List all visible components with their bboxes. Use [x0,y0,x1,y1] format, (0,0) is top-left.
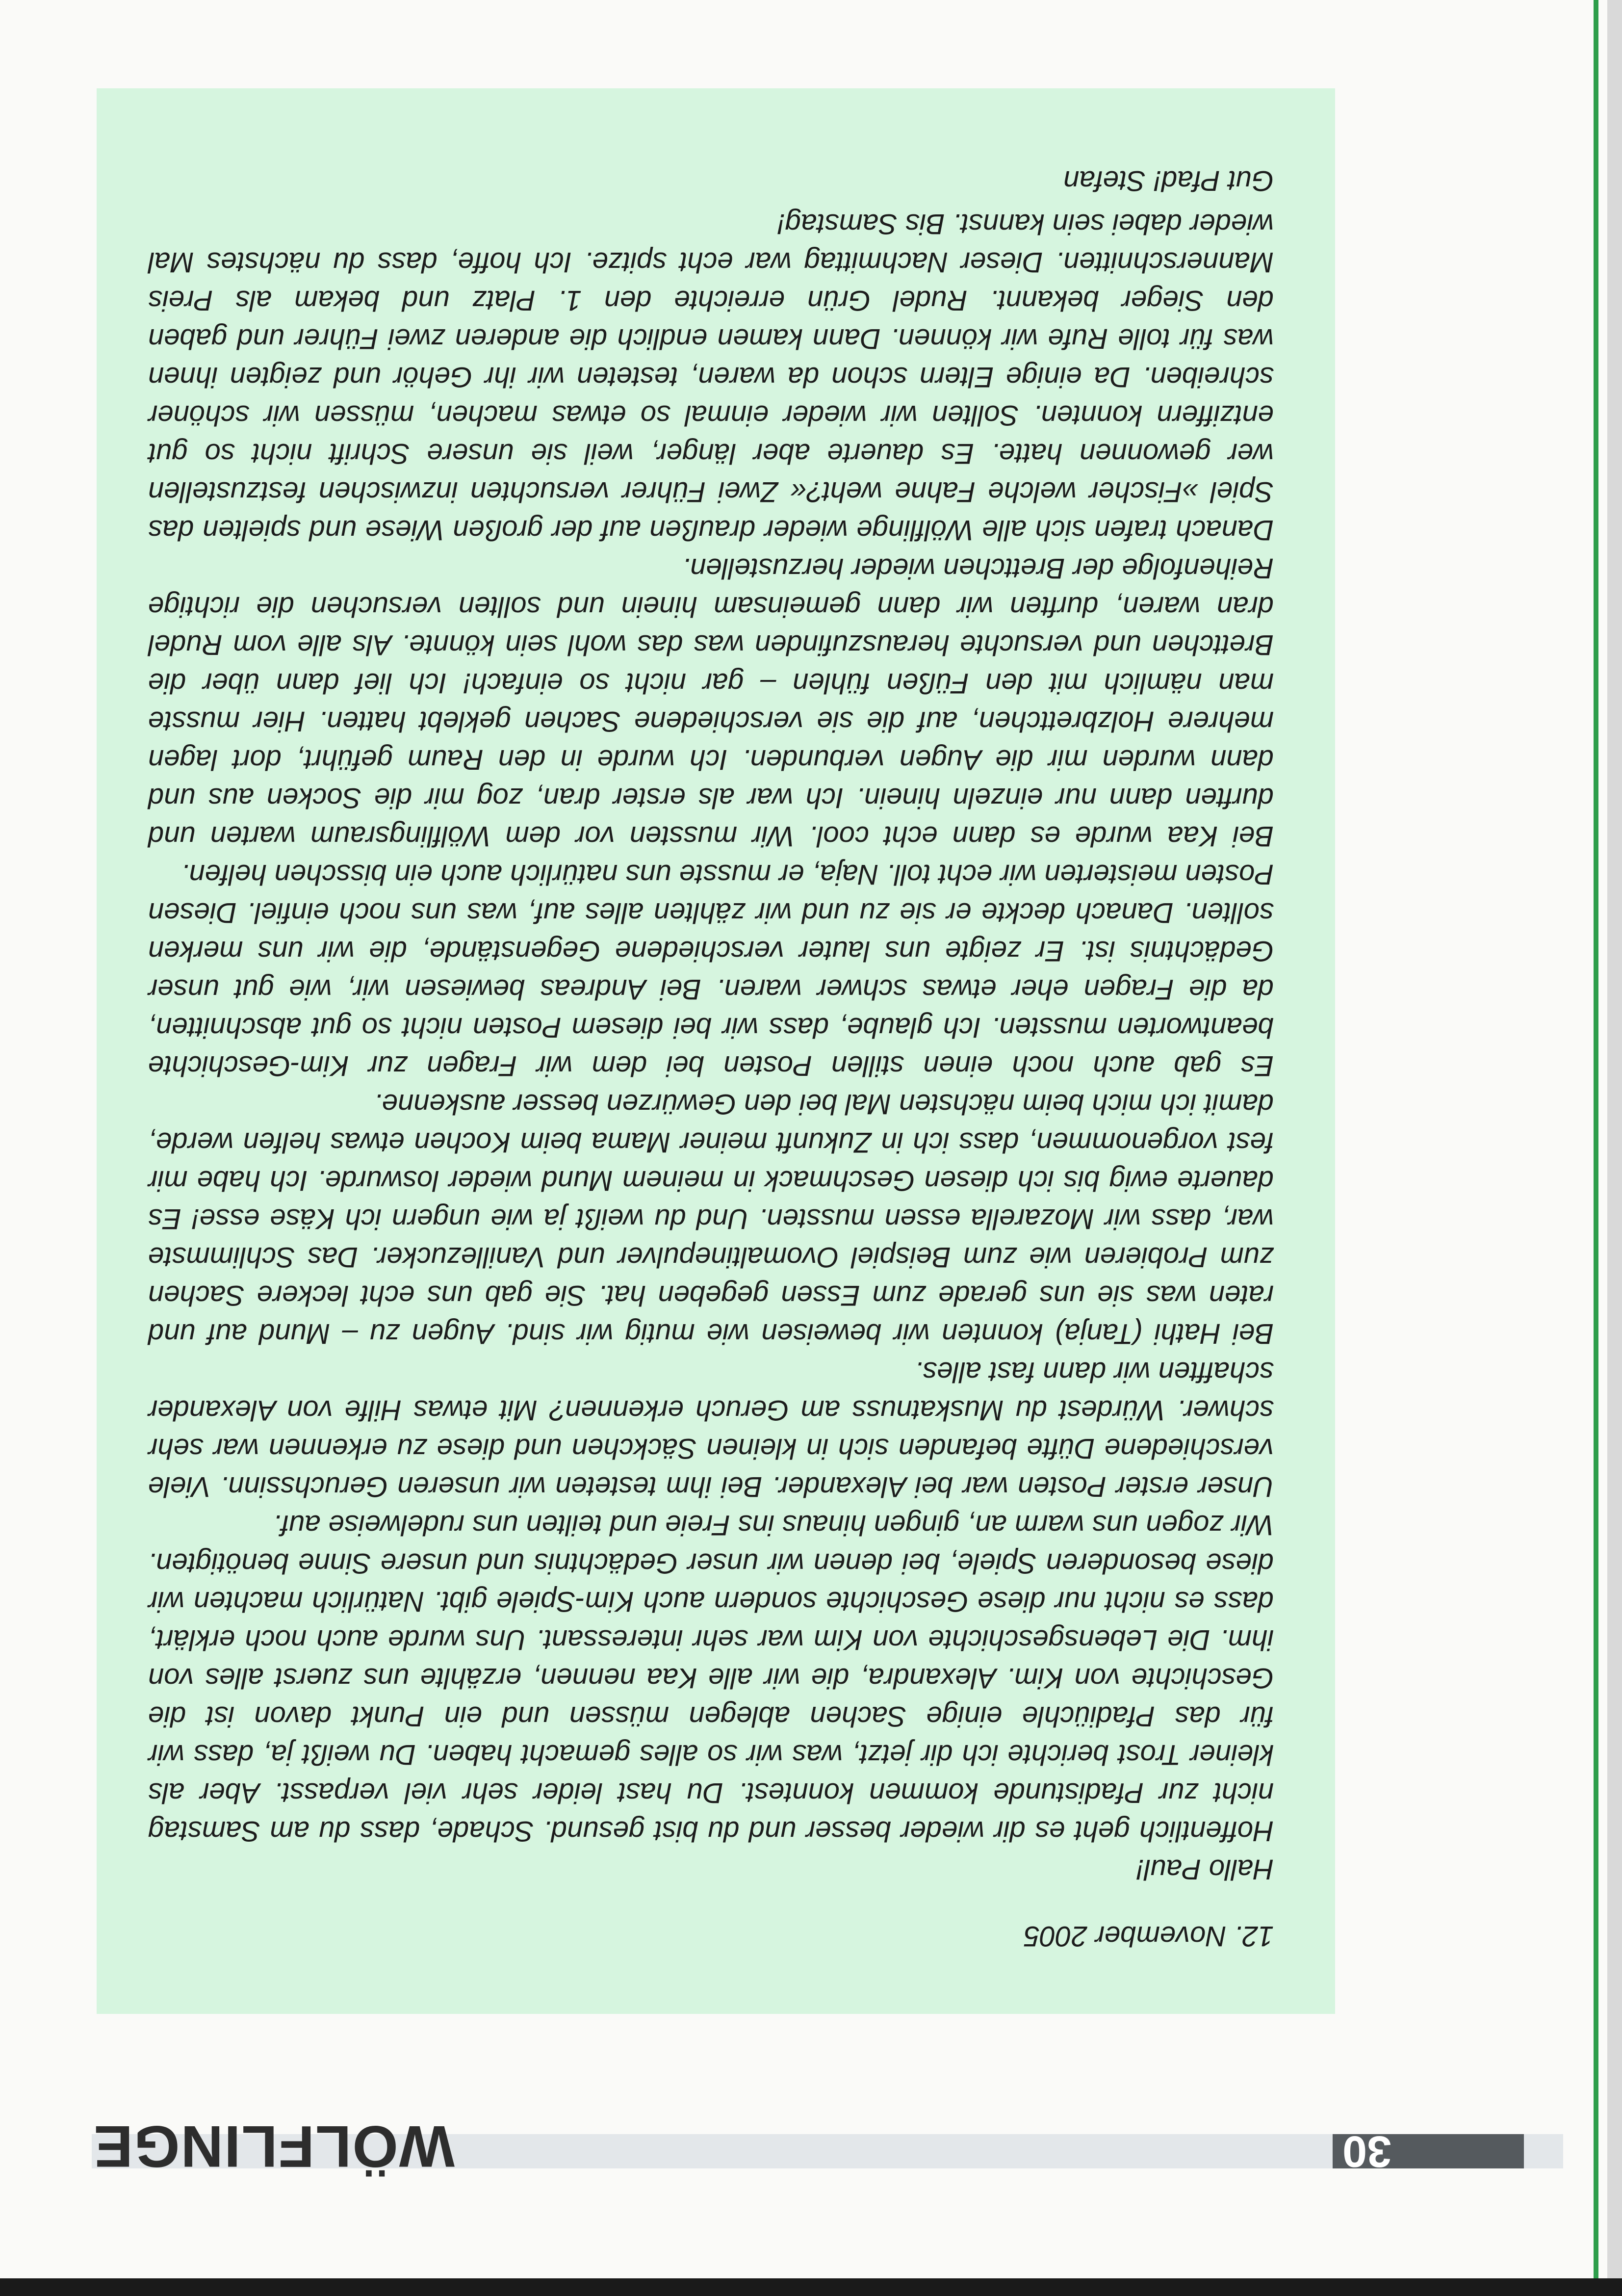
section-title: WÖLFLINGE [93,2113,455,2179]
page-number: 30 [1333,2134,1524,2168]
letter-date: 12. November 2005 [1024,1920,1274,1952]
letter-box [97,88,1335,2014]
letter-greeting: Hallo Paul! [1136,1853,1274,1885]
letter-paragraph: Bei Hathi (Tanja) konnten wir beweisen wie mutig wir sind. Augen zu – Mund auf und raten was sie uns gerade zum Essen gegeben hat. Sie gab uns echt leckere Sachen zum Probieren wie zum Beispiel Ovomaltinepulver und Vanillezucker. Das Schlimmste war, dass wir Mozarella essen mussten. Und du weißt ja wie ungern ich Käse esse! Es dauerte ewig bis ich diesen Geschmack in meinem Mund wieder loswurde. Ich habe mir fest vorgenommen, dass ich in Zukunft meiner Mama beim Kochen etwas helfen werde, damit ich mich beim nächsten Mal bei den Gewürzen besser auskenne. [148,1088,1274,1350]
letter-signature: Gut Pfad! Stefan [1063,165,1274,197]
letter-paragraph: Unser erster Posten war bei Alexander. Bei ihm testeten wir unseren Geruchssinn. Viele verschiedene Düfte befanden sich in kleinen Säckchen und diese zu erkennen war sehr schwer. Würdest du Muskatnuss am Geruch erkennen? Mit etwas Hilfe von Alexander schafften wir dann fast alles. [148,1356,1274,1503]
letter-paragraph: Hoffentlich geht es dir wieder besser und du bist gesund. Schade, dass du am Samstag nicht zur Pfadistunde kommen konntest. Du hast leider sehr viel verpasst. Aber als kleiner Trost berichte ich dir jetzt, was wir so alles gemacht haben. Du weißt ja, dass wir für das Pfadiüchle einige Sachen ablegen müssen und ein Punkt davon ist die Geschichte von Kim. Alexandra, die wir alle Kaa nennen, erzählte uns zuerst alles von ihm. Die Lebensgeschichte von Kim war sehr interessant. Uns wurde auch noch erklärt, dass es nicht nur diese Geschichte sondern auch Kim-Spiele gibt. Natürlich machten wir diese besonderen Spiele, bei denen wir unser Gedächtnis und unsere Sinne benötigten. Wir zogen uns warm an, gingen hinaus ins Freie und teilten uns rudelweise auf. [148,1509,1274,1847]
letter-paragraph: Bei Kaa wurde es dann echt cool. Wir mussten vor dem Wölflingsraum warten und durften dann nur einzeln hinein. Ich war als erster dran, zog mir die Socken aus und dann wurden mir die Augen verbunden. Ich wurde in den Raum geführt, dort lagen mehrere Holzbrettchen, auf die sie verschiedene Sachen geklebt hatten. Hier musste man nämlich mit den Füßen fühlen – gar nicht so einfach! Ich lief dann über die Brettchen und versuchte herauszufinden was das wohl sein könnte. Als alle vom Rudel dran waren, durften wir dann gemeinsam hinein und sollten versuchen die richtige Reihenfolge der Brettchen wieder herzustellen. [148,552,1274,852]
letter-paragraph: Danach trafen sich alle Wölflinge wieder draußen auf der großen Wiese und spielten das Spiel »Fischer welche Fahne weht?« Zwei Führer versuchten inzwischen festzustellen wer gewonnen hatte. Es dauerte aber länger, weil sie unsere Schrift nicht so gut entziffern konnten. Sollten wir wieder einmal so etwas machen, müssen wir schöner schreiben. Da einige Eltern schon da waren, testeten wir ihr Gehör und zeigten ihnen was für tolle Rufe wir können. Dann kamen endlich die anderen zwei Führer und gaben den Sieger bekannt. Rudel Grün erreichte den 1. Platz und bekam als Preis Mannerschnitten. Dieser Nachmittag war echt spitze. Ich hoffe, dass du nächstes Mal wieder dabei sein kannst. Bis Samstag! [148,208,1274,546]
letter-paragraph: Es gab auch noch einen stillen Posten bei dem wir Fragen zur Kim-Geschichte beantworten mussten. Ich glaube, dass wir bei diesem Posten nicht so gut abschnitten, da die Fragen eher etwas schwer waren. Bei Andreas bewiesen wir, wie gut unser Gedächtnis ist. Er zeigte uns lauter verschiedene Gegenstände, die wir uns merken sollten. Danach deckte er sie zu und wir zählten alles auf, was uns noch einfiel. Diesen Posten meisterten wir echt toll. Naja, er musste uns natürlich auch ein bisschen helfen. [148,859,1274,1082]
